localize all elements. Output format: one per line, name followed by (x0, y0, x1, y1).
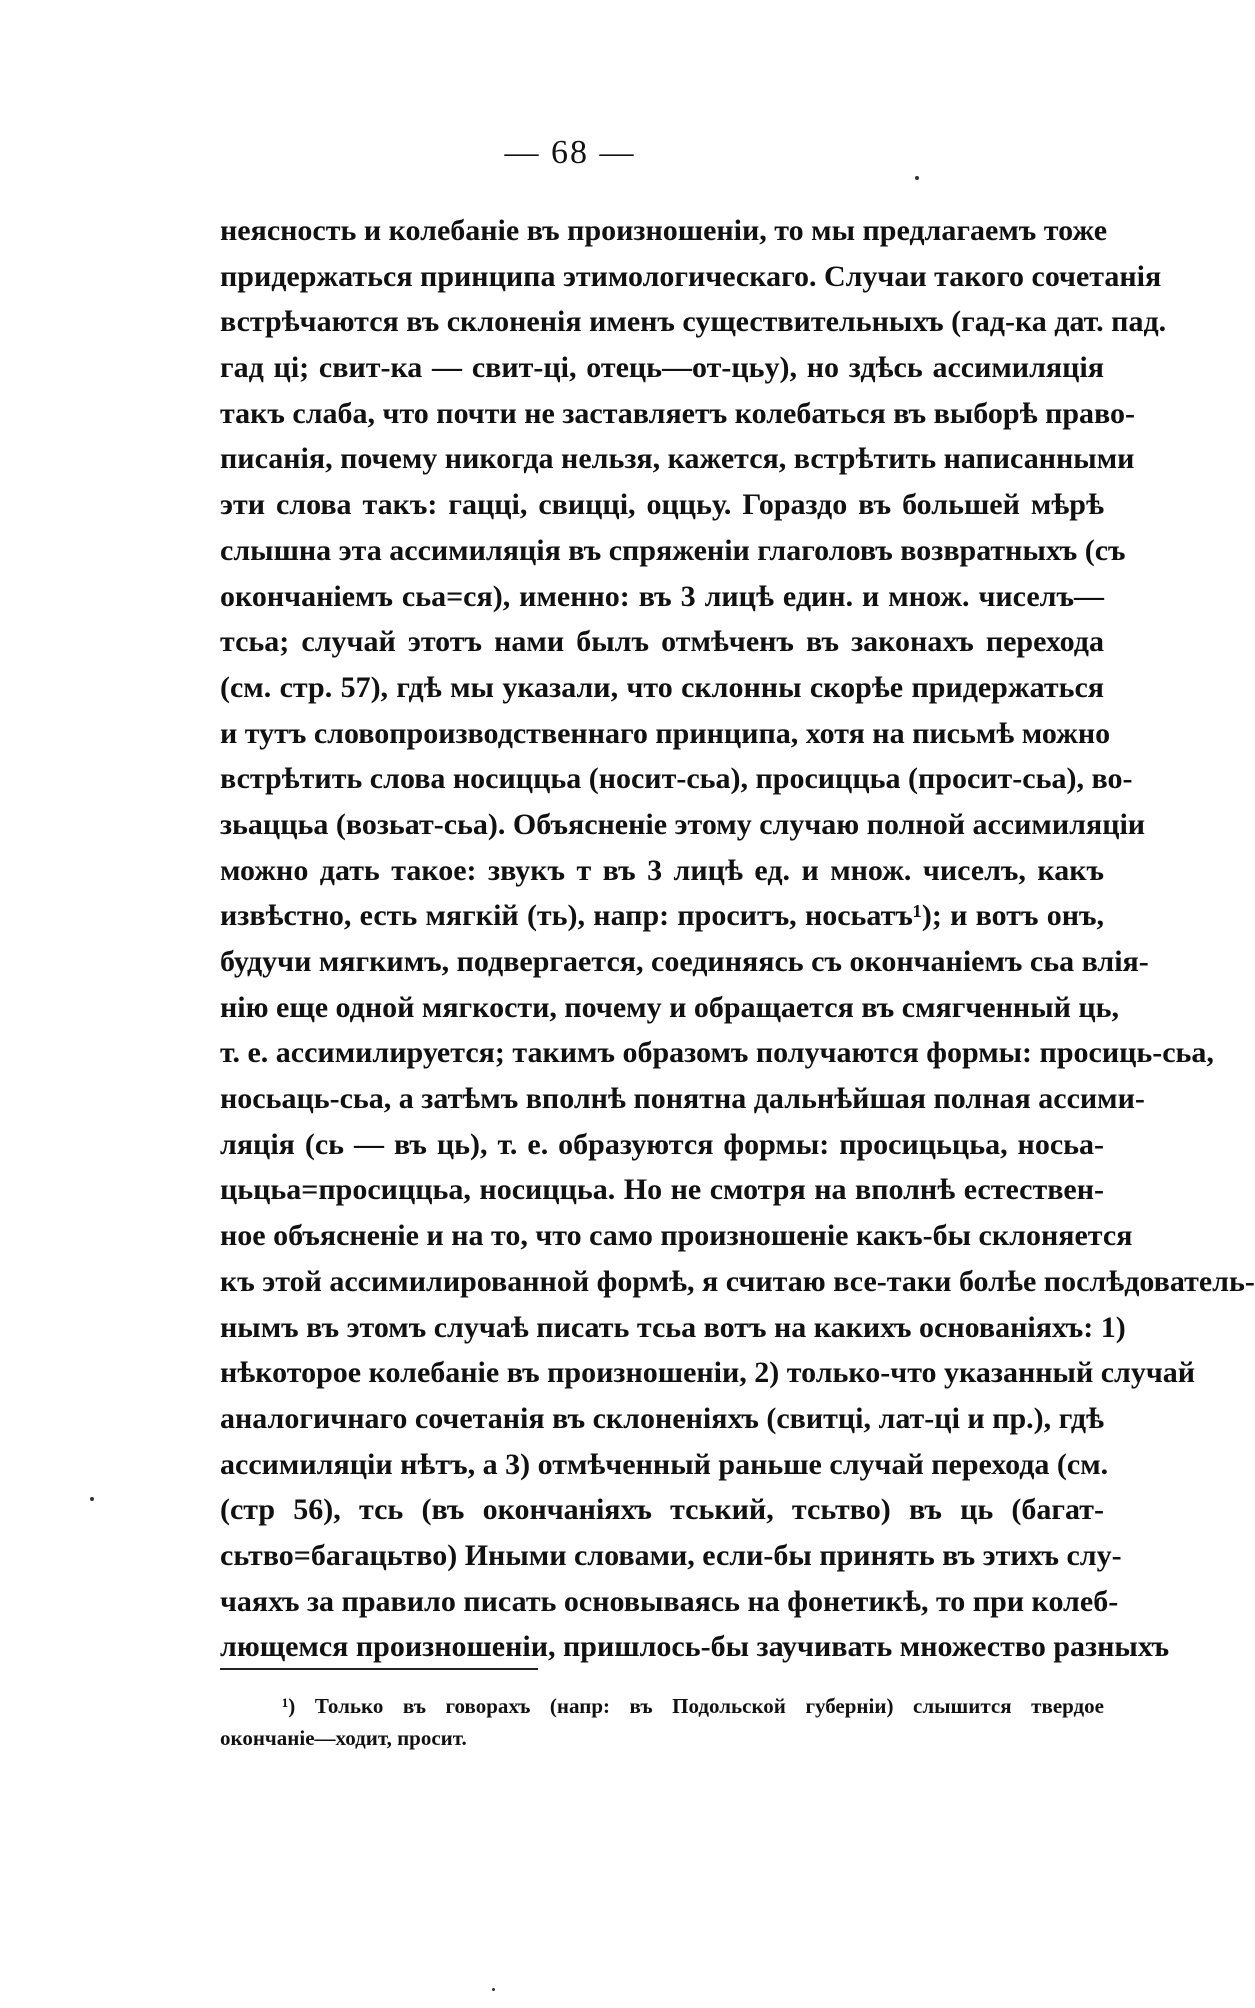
text-line: можно дать такое: звукъ т въ 3 лицѣ ед. и множ. чиселъ, какъ (220, 853, 1104, 887)
footnote-line: окончаніе—ходит, просит. (220, 1726, 467, 1750)
text-line: нѣкоторое колебаніе въ произношеніи, 2) только-что указанный случай (220, 1356, 1196, 1390)
text-line: неясность и колебаніе въ произношеніи, то мы предлагаемъ тоже (220, 214, 1108, 247)
print-speck (492, 1988, 495, 1991)
text-line: тсьа; случай этотъ нами былъ отмѣченъ въ законахъ перехода (220, 625, 1104, 659)
text-line: носьаць-сьа, а затѣмъ вполнѣ понятна дальнѣйшая полная ассими- (220, 1082, 1145, 1116)
text-line: аналогичнаго сочетанія въ склоненіяхъ (свитці, лат-ці и пр.), гдѣ (220, 1401, 1104, 1435)
text-line: чаяхъ за правило писать основываясь на фонетикѣ, то при колеб- (220, 1584, 1119, 1618)
text-line: такъ слаба, что почти не заставляетъ колебаться въ выборѣ право- (220, 396, 1136, 430)
text-line: эти слова такъ: гацці, свицці, оццьу. Гораздо въ большей мѣрѣ (220, 488, 1104, 522)
body-text (220, 208, 1255, 1670)
text-line: встрѣчаются въ склоненія именъ существительныхъ (гад-ка дат. пад. (220, 305, 1167, 339)
text-line: нію еще одной мягкости, почему и обращается въ смягченный ць, (220, 990, 1120, 1024)
text-line: нымъ въ этомъ случаѣ писать тсьа вотъ на какихъ основаніяхъ: 1) (220, 1310, 1126, 1344)
text-line: гад ці; свит-ка — свит-ці, отець—от-цьу), но здѣсь ассимиляція (220, 351, 1104, 385)
text-line: сьтво=багацьтво) Иными словами, если-бы принять въ этихъ слу- (220, 1538, 1122, 1572)
text-line: ляція (сь — въ ць), т. е. образуются формы: просицьцьа, носьа- (220, 1127, 1104, 1161)
text-line: извѣстно, есть мягкій (ть), напр: проситъ, носьатъ¹); и вотъ онъ, (220, 899, 1104, 933)
text-line: (стр 56), тсь (въ окончаніяхъ тський, тсьтво) въ ць (багат- (220, 1493, 1104, 1527)
text-line: придержаться принципа этимологическаго. Случаи такого сочетанія (220, 259, 1162, 293)
text-line: окончаніемъ сьа=ся), именно: въ 3 лицѣ един. и множ. чиселъ— (220, 579, 1104, 613)
text-line: и тутъ словопроизводственнаго принципа, хотя на письмѣ можно (220, 716, 1111, 750)
print-speck (915, 176, 919, 180)
text-line: слышна эта ассимиляція въ спряженіи глаголовъ возвратныхъ (съ (220, 533, 1126, 567)
text-line: цьцьа=просиццьа, носиццьа. Но не смотря на вполнѣ естествен- (220, 1173, 1104, 1207)
text-line: т. е. ассимилируется; такимъ образомъ получаются формы: просиць-сьа, (220, 1036, 1214, 1070)
text-line: писанія, почему никогда нельзя, кажется, встрѣтить написанными (220, 442, 1135, 476)
text-line: встрѣтить слова носиццьа (носит-сьа), просиццьа (просит-сьа), во- (220, 762, 1133, 796)
text-line: ное объясненіе и на то, что само произношеніе какъ-бы склоняется (220, 1219, 1133, 1253)
text-line: (см. стр. 57), гдѣ мы указали, что склонны скорѣе придержаться (220, 670, 1104, 704)
footnote-line: ¹) Только въ говорахъ (напр: въ Подольской губерніи) слышится твердое (282, 1694, 1104, 1718)
text-line: будучи мягкимъ, подвергается, соединяясь съ окончаніемъ сьа влія- (220, 945, 1149, 978)
text-line: къ этой ассимилированной формѣ, я считаю все-таки болѣе послѣдователь- (220, 1264, 1255, 1298)
footnote (220, 1690, 1104, 1754)
text-line: лющемся произношеніи, пришлось-бы заучивать множество разныхъ (220, 1630, 1170, 1664)
footnote-divider (220, 1668, 538, 1670)
print-speck (90, 1497, 94, 1501)
text-line: зьаццьа (возьат-сьа). Объясненіе этому случаю полной ассимиляціи (220, 807, 1146, 841)
page-number: — 68 — (504, 134, 636, 171)
text-line: ассимиляціи нѣтъ, а 3) отмѣченный раньше случай перехода (см. (220, 1447, 1109, 1481)
